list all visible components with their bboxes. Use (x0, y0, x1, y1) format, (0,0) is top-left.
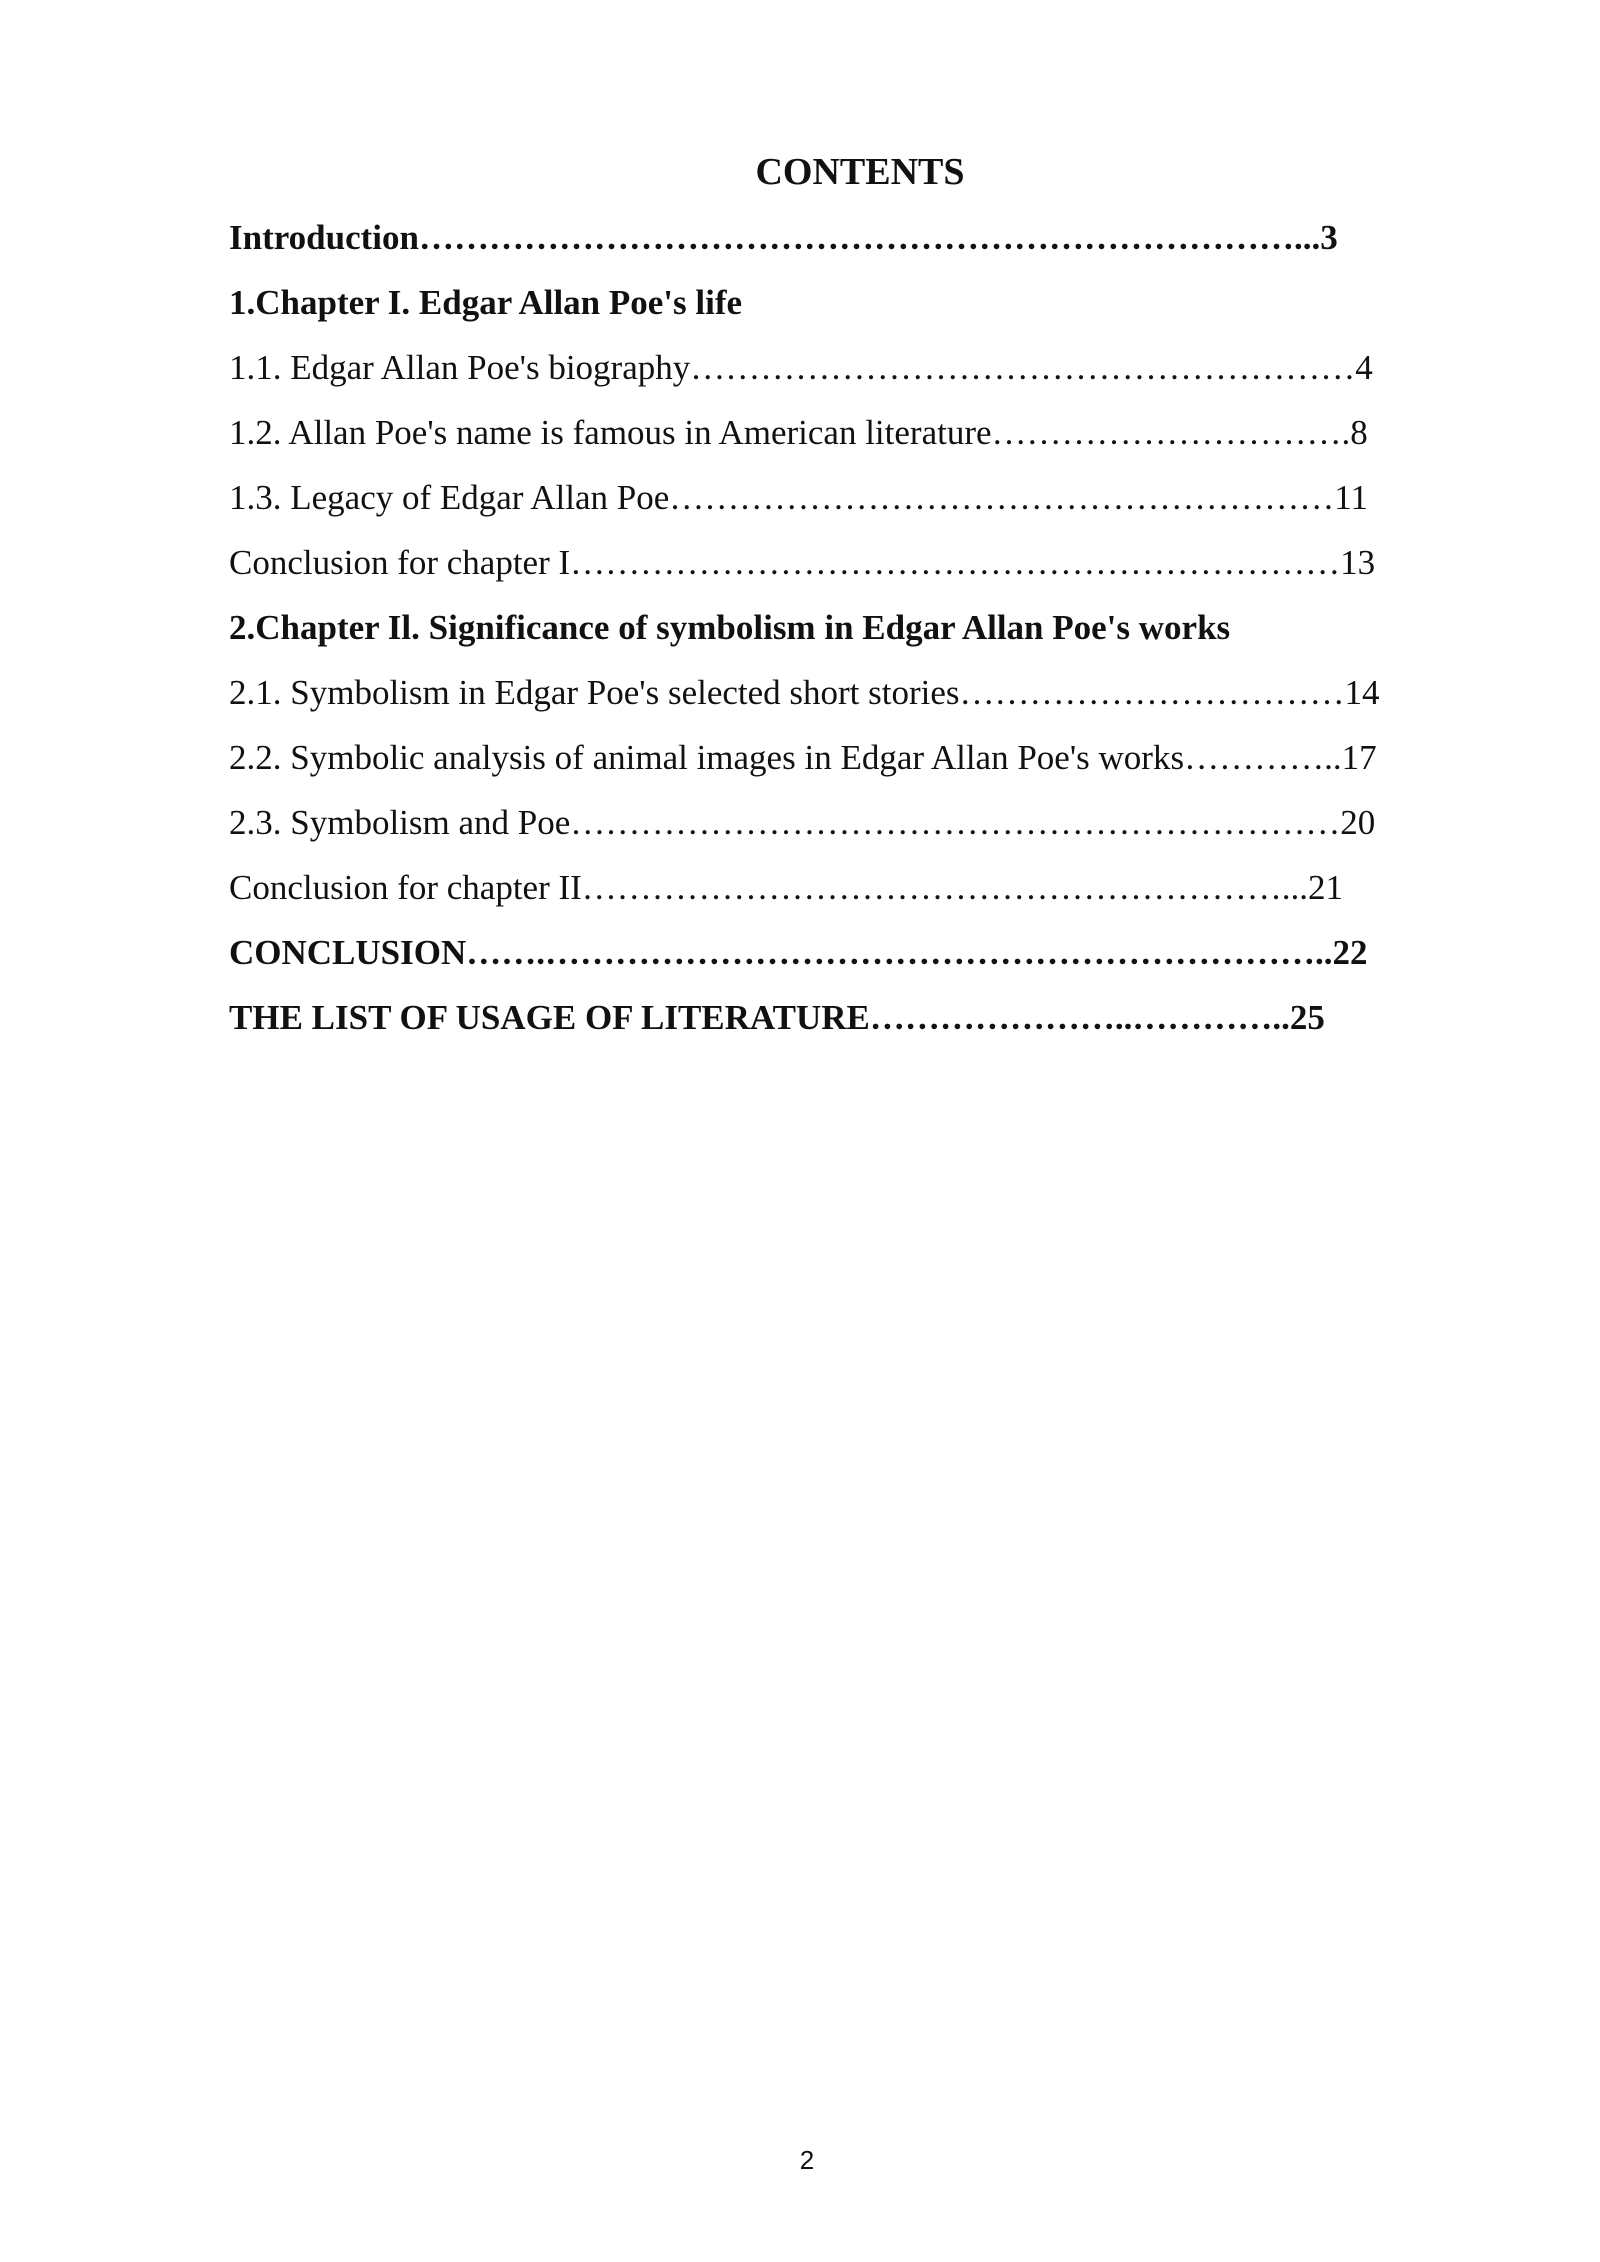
toc-entry-chapter-2: 2.Chapter Il. Significance of symbolism in Edgar Allan Poe's works (229, 608, 1231, 647)
toc-entry-1-3: 1.3. Legacy of Edgar Allan Poe…………………………………………………11 (229, 478, 1368, 517)
toc-entry-2-2: 2.2. Symbolic analysis of animal images in Edgar Allan Poe's works…………..17 (229, 738, 1377, 777)
toc-entry-list-of-literature: THE LIST OF USAGE OF LITERATURE…………………..…………..25 (229, 998, 1325, 1037)
toc-entry-2-1: 2.1. Symbolism in Edgar Poe's selected short stories……………………………14 (229, 673, 1380, 712)
table-of-contents (229, 214, 1529, 1059)
page-number: 2 (799, 2145, 815, 2175)
toc-entry-conclusion: CONCLUSION…….…………………………………………………………..22 (229, 933, 1368, 972)
toc-entry-1-2: 1.2. Allan Poe's name is famous in American literature………………………….8 (229, 413, 1368, 452)
page-title: CONTENTS (755, 151, 965, 193)
toc-entry-conclusion-chapter-1: Conclusion for chapter I…………………………………………………………13 (229, 543, 1376, 582)
toc-entry-2-3: 2.3. Symbolism and Poe…………………………………………………………20 (229, 803, 1376, 842)
toc-entry-1-1: 1.1. Edgar Allan Poe's biography…………………………………………………4 (229, 348, 1373, 387)
toc-entry-introduction: Introduction…………………………………………………………………...3 (229, 218, 1338, 257)
toc-entry-chapter-1: 1.Chapter I. Edgar Allan Poe's life (229, 283, 743, 322)
toc-entry-conclusion-chapter-2: Conclusion for chapter II……………………………………………………...21 (229, 868, 1344, 907)
